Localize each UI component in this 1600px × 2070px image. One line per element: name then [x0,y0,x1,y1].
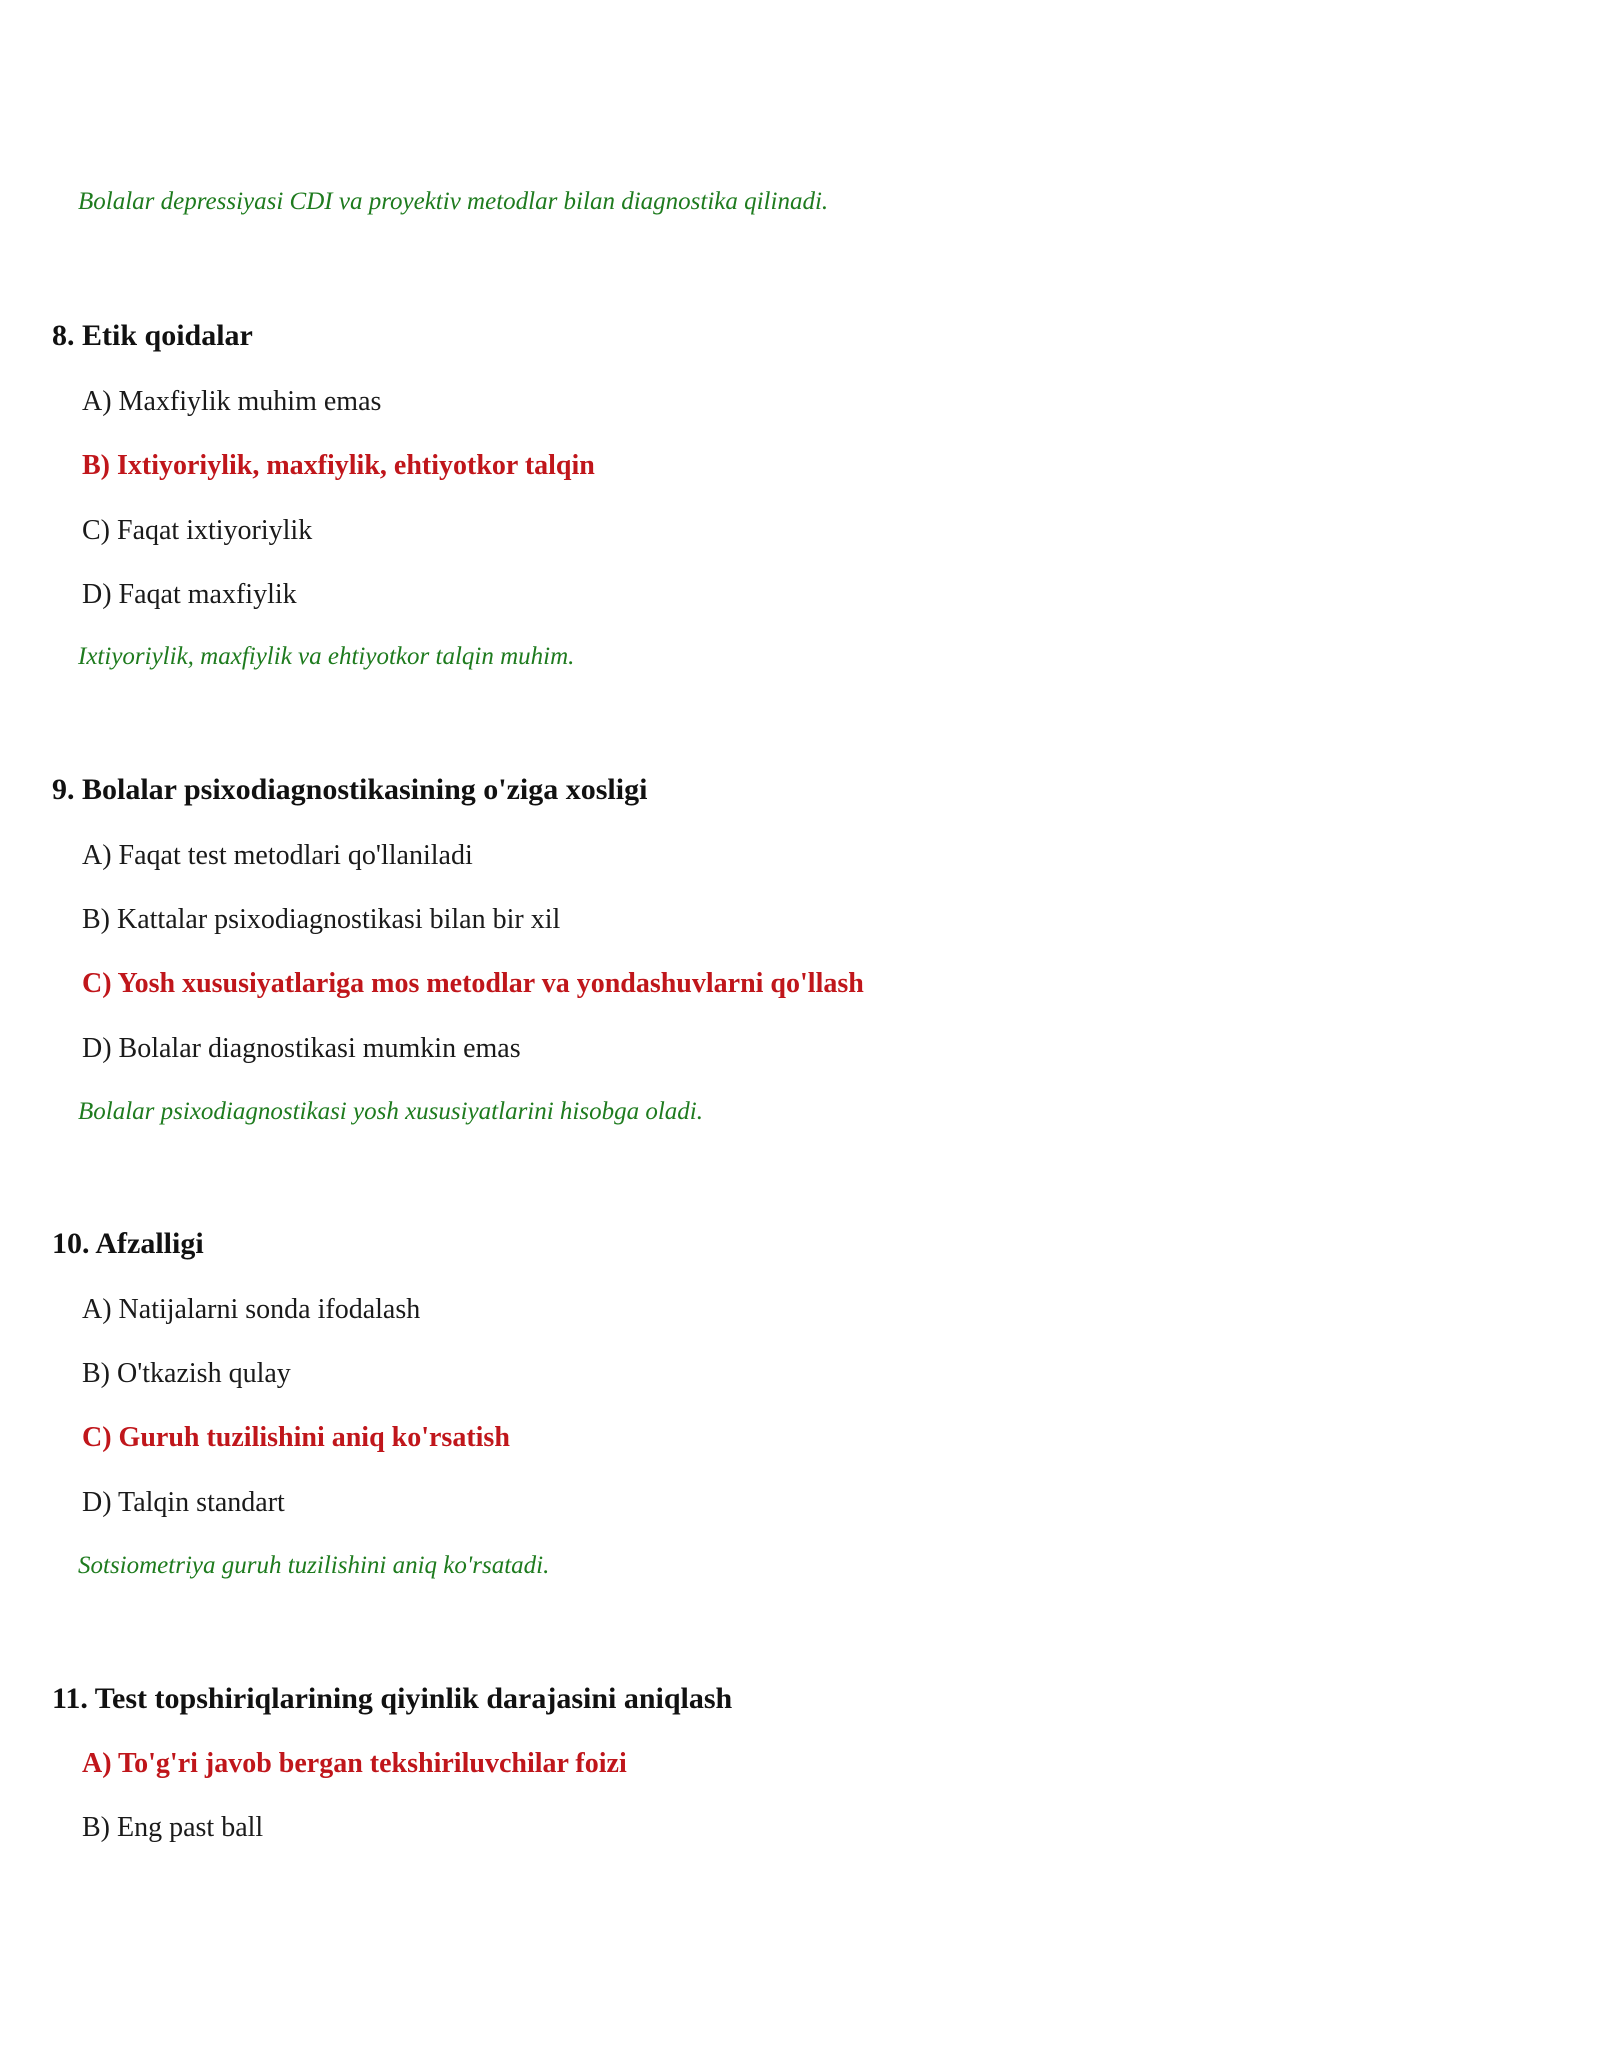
option-q10-d: D) Talqin standart [82,1487,285,1518]
option-q10-a: A) Natijalarni sonda ifodalash [82,1294,421,1325]
option-q9-c-correct: C) Yosh xususiyatlariga mos metodlar va yondashuvlarni qo'llash [82,968,864,999]
question-title-9: 9. Bolalar psixodiagnostikasining o'ziga xosligi [52,773,648,806]
option-q8-d: D) Faqat maxfiylik [82,579,297,610]
option-q8-a: A) Maxfiylik muhim emas [82,386,382,417]
option-q8-b-correct: B) Ixtiyoriylik, maxfiylik, ehtiyotkor talqin [82,450,595,481]
option-q9-b: B) Kattalar psixodiagnostikasi bilan bir xil [82,904,561,935]
question-title-11: 11. Test topshiriqlarining qiyinlik darajasini aniqlash [52,1682,733,1715]
option-q11-a-correct: A) To'g'ri javob bergan tekshiriluvchilar foizi [82,1748,627,1779]
explanation-q9: Bolalar psixodiagnostikasi yosh xususiyatlarini hisobga oladi. [78,1098,703,1125]
explanation-q7: Bolalar depressiyasi CDI va proyektiv metodlar bilan diagnostika qilinadi. [78,188,829,215]
option-q9-a: A) Faqat test metodlari qo'llaniladi [82,840,473,871]
option-q10-c-correct: C) Guruh tuzilishini aniq ko'rsatish [82,1422,510,1453]
explanation-q10: Sotsiometriya guruh tuzilishini aniq ko'rsatadi. [78,1552,550,1579]
question-title-8: 8. Etik qoidalar [52,319,253,352]
explanation-q8: Ixtiyoriylik, maxfiylik va ehtiyotkor talqin muhim. [78,643,575,670]
option-q10-b: B) O'tkazish qulay [82,1358,291,1389]
option-q8-c: C) Faqat ixtiyoriylik [82,515,313,546]
option-q11-b: B) Eng past ball [82,1812,264,1843]
question-title-10: 10. Afzalligi [52,1227,204,1260]
option-q9-d: D) Bolalar diagnostikasi mumkin emas [82,1033,521,1064]
